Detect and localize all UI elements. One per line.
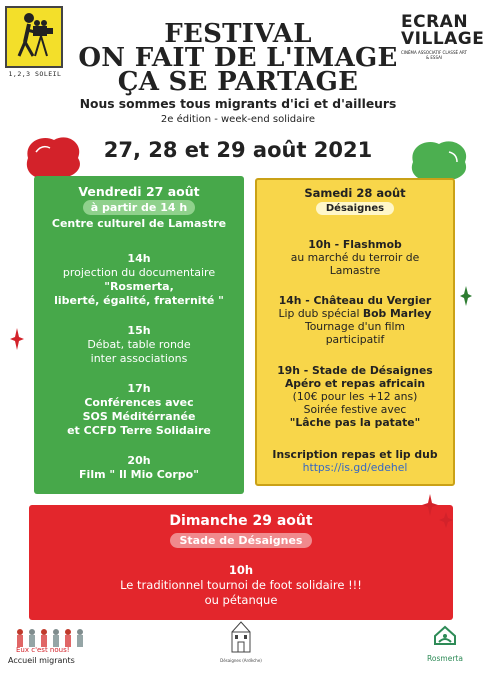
footer-rosmerta [420,624,470,663]
sparkle-cluster-icon [418,494,454,534]
sunday-place-badge: Stade de Désaignes [170,533,313,548]
event-line: SOS Méditérranée [82,410,196,423]
saturday-event-19h [261,364,449,429]
event-line: (10€ pour les +12 ans) [292,390,418,403]
saturday-panel [255,178,455,486]
sunday-event-10h [29,563,453,608]
festival-title-line2: ON FAIT DE L'IMAGE [78,43,398,73]
desaignes-crest [220,618,262,668]
event-line: Lip dub spécial Bob Marley [278,307,432,320]
festival-title-line1: FESTIVAL [164,19,312,49]
footer-right-label: Rosmerta [427,654,463,663]
event-head: Apéro et repas africain [284,377,426,390]
footer-mid-label: Désaignes (Ardèche) [220,658,262,663]
logo-line1: ECRAN [401,12,469,32]
event-time: 20h [127,454,151,467]
festival-title-line3: ÇA SE PARTAGE [117,67,359,97]
event-line: Soirée festive avec [303,403,407,416]
sparkle-icon [10,328,24,350]
logo-line2: VILLAGE [401,29,484,49]
friday-event-14h [38,252,240,308]
event-line: Débat, table ronde [87,338,191,351]
event-line: et CCFD Terre Solidaire [67,424,211,437]
event-head: Inscription repas et lip dub [272,448,438,461]
event-line: Le traditionnel tournoi de foot solidaire !!! [120,578,362,592]
logo-123-soleil [5,6,63,82]
event-line: inter associations [90,352,188,365]
sunday-day: Dimanche 29 août [169,513,313,529]
friday-panel [34,176,244,494]
sparkle-icon [460,286,472,306]
event-line: liberté, égalité, fraternité " [54,294,224,307]
event-time: 17h [127,382,151,395]
logo-line3: CINÉMA ASSOCIATIF CLASSÉ ART & ESSAI [401,50,467,60]
event-line: "Lâche pas la patate" [289,416,421,429]
event-line: Lamastre [329,264,381,277]
saturday-registration [261,448,449,474]
event-line: au marché du terroir de [290,251,420,264]
sunday-panel [29,505,453,620]
footer-eux-cest-nous [8,627,98,665]
people-group-icon [12,627,88,653]
friday-time-badge: à partir de 14 h [83,200,195,215]
castle-icon [220,618,262,668]
footer-left-label: Accueil migrants [8,656,75,665]
event-line: "Rosmerta, [104,280,174,293]
saturday-day: Samedi 28 août [304,186,406,200]
friday-event-20h [38,454,240,482]
event-line: Conférences avec [84,396,194,409]
logo-caption: 1,2,3 SOLEIL [8,70,62,78]
saturday-event-10h [261,238,449,277]
event-line: participatif [325,333,385,346]
festival-dates: 27, 28 et 29 août 2021 [103,138,373,162]
friday-event-17h [38,382,240,438]
friday-event-15h [38,324,240,366]
event-head: 19h - Stade de Désaignes [277,364,433,377]
event-line: projection du documentaire [62,266,216,279]
friday-day: Vendredi 27 août [78,184,200,199]
saturday-place-badge: Désaignes [316,202,394,215]
event-line: Film " Il Mio Corpo" [79,468,199,481]
footer-art-text: Eux c'est nous! [16,646,70,654]
event-line: Tournage d'un film [304,320,406,333]
edition-line: 2e édition - week-end solidaire [160,114,316,125]
event-head: 14h - Château du Vergier [278,294,432,307]
event-time: 10h [228,563,254,577]
friday-place: Centre culturel de Lamastre [51,217,227,230]
registration-link[interactable]: https://is.gd/edehel [302,461,408,474]
subtitle: Nous sommes tous migrants d'ici et d'ailleurs [79,97,397,111]
saturday-event-14h [261,294,449,346]
event-time: 14h [127,252,151,265]
event-head: 10h - Flashmob [308,238,402,251]
event-time: 15h [127,324,151,337]
event-line: ou pétanque [204,593,278,607]
camera-person-icon [5,6,63,68]
house-hands-icon [431,624,459,650]
